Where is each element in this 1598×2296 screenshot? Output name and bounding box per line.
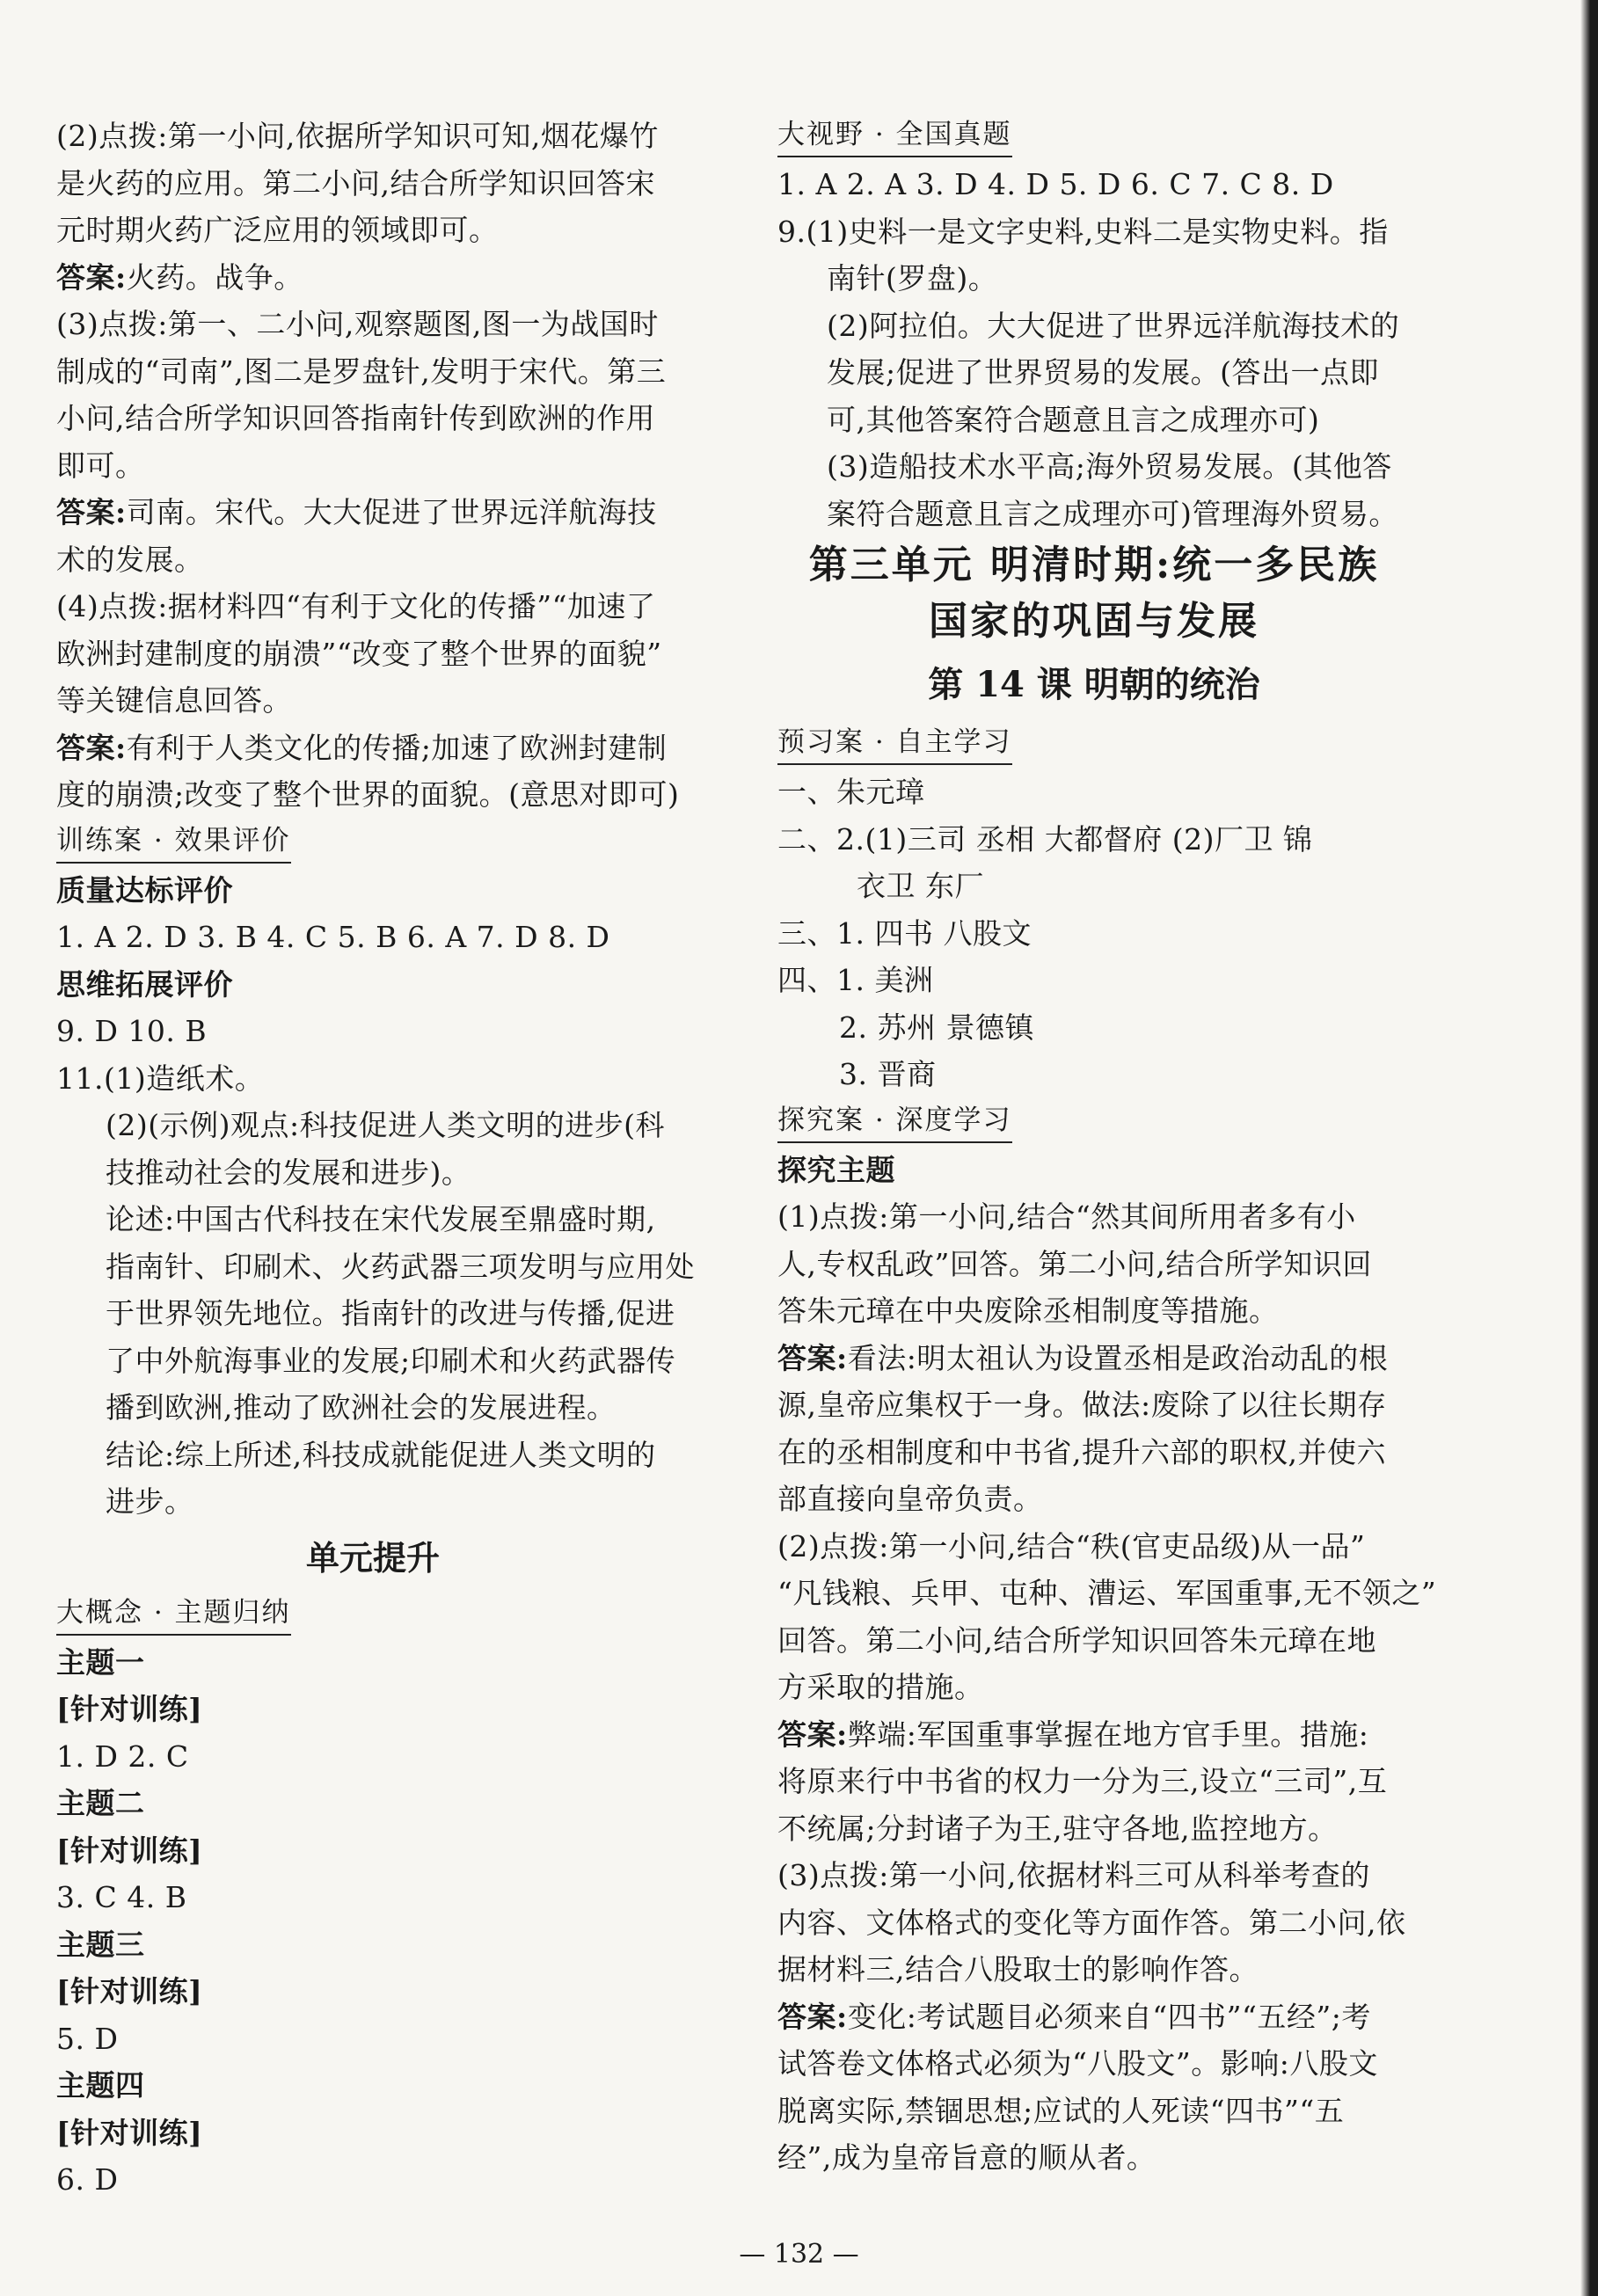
section-heading-exam: 大视野 · 全国真题 (777, 115, 1012, 157)
text-line: 小问,结合所学知识回答指南针传到欧洲的作用 (56, 401, 655, 435)
subheading: 探究主题 (777, 1152, 895, 1187)
topic-heading: 主题一 (56, 1644, 145, 1680)
text-line: 衣卫 东厂 (857, 869, 984, 903)
text-line: (4)点拨:据材料四“有利于文化的传播”“加速了 (56, 589, 656, 623)
answer-list: 3. C 4. B (56, 1880, 187, 1914)
page-edge-shadow (1580, 0, 1598, 2296)
text-line: 一、朱元璋 (777, 775, 925, 809)
answer-list: 1. D 2. C (56, 1738, 189, 1774)
section-heading-preview: 预习案 · 自主学习 (777, 723, 1012, 765)
answer-text: 看法:明太祖认为设置丞相是政治动乱的根 (847, 1340, 1389, 1375)
text-line: 四、1. 美洲 (777, 963, 934, 997)
text-line: (3)造船技术水平高;海外贸易发展。(其他答 (827, 449, 1392, 484)
training-label: [针对训练] (56, 1692, 203, 1726)
text-line: 据材料三,结合八股取士的影响作答。 (777, 1952, 1259, 1986)
text-line: 制成的“司南”,图二是罗盘针,发明于宋代。第三 (56, 354, 667, 389)
answer-text: 弊端:军国重事掌握在地方官手里。措施: (847, 1717, 1369, 1752)
training-label: [针对训练] (56, 1833, 203, 1868)
text-line: 内容、文体格式的变化等方面作答。第二小问,依 (777, 1905, 1406, 1940)
text-line: 结论:综上所述,科技成就能促进人类文明的 (106, 1437, 656, 1472)
text-line: 术的发展。 (56, 542, 204, 577)
text-line: 部直接向皇帝负责。 (777, 1482, 1043, 1516)
text-line: “凡钱粮、兵甲、屯种、漕运、军国重事,无不领之” (777, 1576, 1437, 1610)
answer-list: 5. D (56, 2021, 119, 2056)
text-line: 论述:中国古代科技在宋代发展至鼎盛时期, (106, 1202, 656, 1236)
answer-text: 有利于人类文化的传播;加速了欧洲封建制 (126, 730, 668, 765)
text-line: 是火药的应用。第二小问,结合所学知识回答宋 (56, 165, 655, 200)
answer-label: 答案: (56, 495, 127, 529)
text-line: 9.(1)史料一是文字史料,史料二是实物史料。指 (777, 214, 1389, 249)
answer-line (777, 1994, 1411, 2041)
text-line: 欧洲封建制度的崩溃”“改变了整个世界的面貌” (56, 636, 662, 671)
answer-list: 9. D 10. B (56, 1014, 208, 1048)
answer-list: 6. D (56, 2162, 119, 2197)
text-line: 南针(罗盘)。 (827, 261, 998, 295)
subheading: 质量达标评价 (56, 872, 233, 907)
training-label: [针对训练] (56, 2115, 203, 2150)
text-line: 发展;促进了世界贸易的发展。(答出一点即 (827, 355, 1379, 390)
topic-heading: 主题三 (56, 1927, 145, 1962)
text-line: 试答卷文体格式必须为“八股文”。影响:八股文 (777, 2046, 1378, 2081)
text-line: (2)点拨:第一小问,结合“秩(官吏品级)从一品” (777, 1528, 1366, 1563)
answer-line (777, 1711, 1411, 1759)
answer-line (777, 1335, 1411, 1382)
text-line: 答朱元璋在中央废除丞相制度等措施。 (777, 1294, 1279, 1328)
answer-text: 变化:考试题目必须来自“四书”“五经”;考 (847, 1999, 1371, 2034)
text-line: (2)点拨:第一小问,依据所学知识可知,烟花爆竹 (56, 119, 659, 153)
answer-line (56, 254, 690, 302)
text-line: 度的崩溃;改变了整个世界的面貌。(意思对即可) (56, 777, 680, 812)
answer-label: 答案: (777, 1717, 848, 1752)
left-column (56, 113, 695, 2204)
unit-title: 第三单元 明清时期:统一多民族 (808, 543, 1380, 587)
text-line: 脱离实际,禁锢思想;应试的人死读“四书”“五 (777, 2093, 1345, 2128)
text-line: 等关键信息回答。 (56, 683, 292, 718)
text-line: (2)阿拉伯。大大促进了世界远洋航海技术的 (827, 308, 1400, 343)
answer-label: 答案: (777, 1999, 848, 2034)
answer-label: 答案: (56, 259, 127, 295)
answer-list: 1. A 2. D 3. B 4. C 5. B 6. A 7. D 8. D (56, 920, 610, 954)
text-line: (3)点拨:第一、二小问,观察题图,图一为战国时 (56, 307, 659, 341)
text-line: 即可。 (56, 448, 145, 483)
page-number: — 132 — (739, 2239, 859, 2270)
answer-line (56, 489, 690, 536)
text-line: (2)(示例)观点:科技促进人类文明的进步(科 (106, 1108, 665, 1142)
section-heading-concept: 大概念 · 主题归纳 (56, 1593, 291, 1636)
text-line: 源,皇帝应集权于一身。做法:废除了以往长期存 (777, 1388, 1387, 1422)
text-line: 人,专权乱政”回答。第二小问,结合所学知识回 (777, 1246, 1372, 1281)
answer-line (56, 725, 690, 772)
answer-label: 答案: (56, 730, 127, 765)
topic-heading: 主题四 (56, 2068, 145, 2103)
section-heading-explore: 探究案 · 深度学习 (777, 1101, 1012, 1143)
text-line: 方采取的措施。 (777, 1670, 984, 1704)
text-line: 在的丞相制度和中书省,提升六部的职权,并使六 (777, 1434, 1386, 1469)
training-label: [针对训练] (56, 1974, 203, 2008)
section-heading-training: 训练案 · 效果评价 (56, 821, 291, 864)
unit-review-title: 单元提升 (305, 1537, 440, 1578)
text-line: 11.(1)造纸术。 (56, 1061, 265, 1096)
text-line: 元时期火药广泛应用的领域即可。 (56, 213, 499, 247)
text-line: 2. 苏州 景德镇 (839, 1010, 1034, 1045)
text-line: (3)点拨:第一小问,依据材料三可从科举考查的 (777, 1858, 1370, 1892)
text-line: 了中外航海事业的发展;印刷术和火药武器传 (106, 1343, 676, 1378)
text-line: 于世界领先地位。指南针的改进与传播,促进 (106, 1296, 675, 1330)
text-line: 进步。 (106, 1484, 194, 1519)
answer-label: 答案: (777, 1340, 848, 1375)
text-line: (1)点拨:第一小问,结合“然其间所用者多有小 (777, 1199, 1356, 1234)
right-column (777, 113, 1437, 2182)
subheading: 思维拓展评价 (56, 966, 233, 1002)
text-line: 指南针、印刷术、火药武器三项发明与应用处 (106, 1249, 695, 1284)
answer-text: 司南。宋代。大大促进了世界远洋航海技 (126, 495, 657, 529)
answer-list: 1. A 2. A 3. D 4. D 5. D 6. C 7. C 8. D (777, 167, 1334, 201)
text-line: 经”,成为皇帝旨意的顺从者。 (777, 2140, 1157, 2175)
text-line: 回答。第二小问,结合所学知识回答朱元璋在地 (777, 1622, 1376, 1658)
answer-text: 火药。战争。 (126, 259, 303, 295)
text-line: 将原来行中书省的权力一分为三,设立“三司”,互 (777, 1764, 1388, 1798)
unit-title: 国家的巩固与发展 (929, 599, 1259, 644)
lesson-title: 第 14 课 明朝的统治 (928, 664, 1260, 705)
text-line: 播到欧洲,推动了欧洲社会的发展进程。 (106, 1390, 617, 1425)
text-line: 不统属;分封诸子为王,驻守各地,监控地方。 (777, 1811, 1338, 1846)
text-line: 可,其他答案符合题意且言之成理亦可) (827, 402, 1320, 437)
text-line: 技推动社会的发展和进步)。 (106, 1155, 471, 1190)
topic-heading: 主题二 (56, 1786, 145, 1820)
text-line: 三、1. 四书 八股文 (777, 915, 1032, 951)
text-line: 二、2.(1)三司 丞相 大都督府 (2)厂卫 锦 (777, 821, 1313, 856)
text-line: 案符合题意且言之成理亦可)管理海外贸易。 (827, 496, 1398, 531)
text-line: 3. 晋商 (839, 1057, 937, 1091)
